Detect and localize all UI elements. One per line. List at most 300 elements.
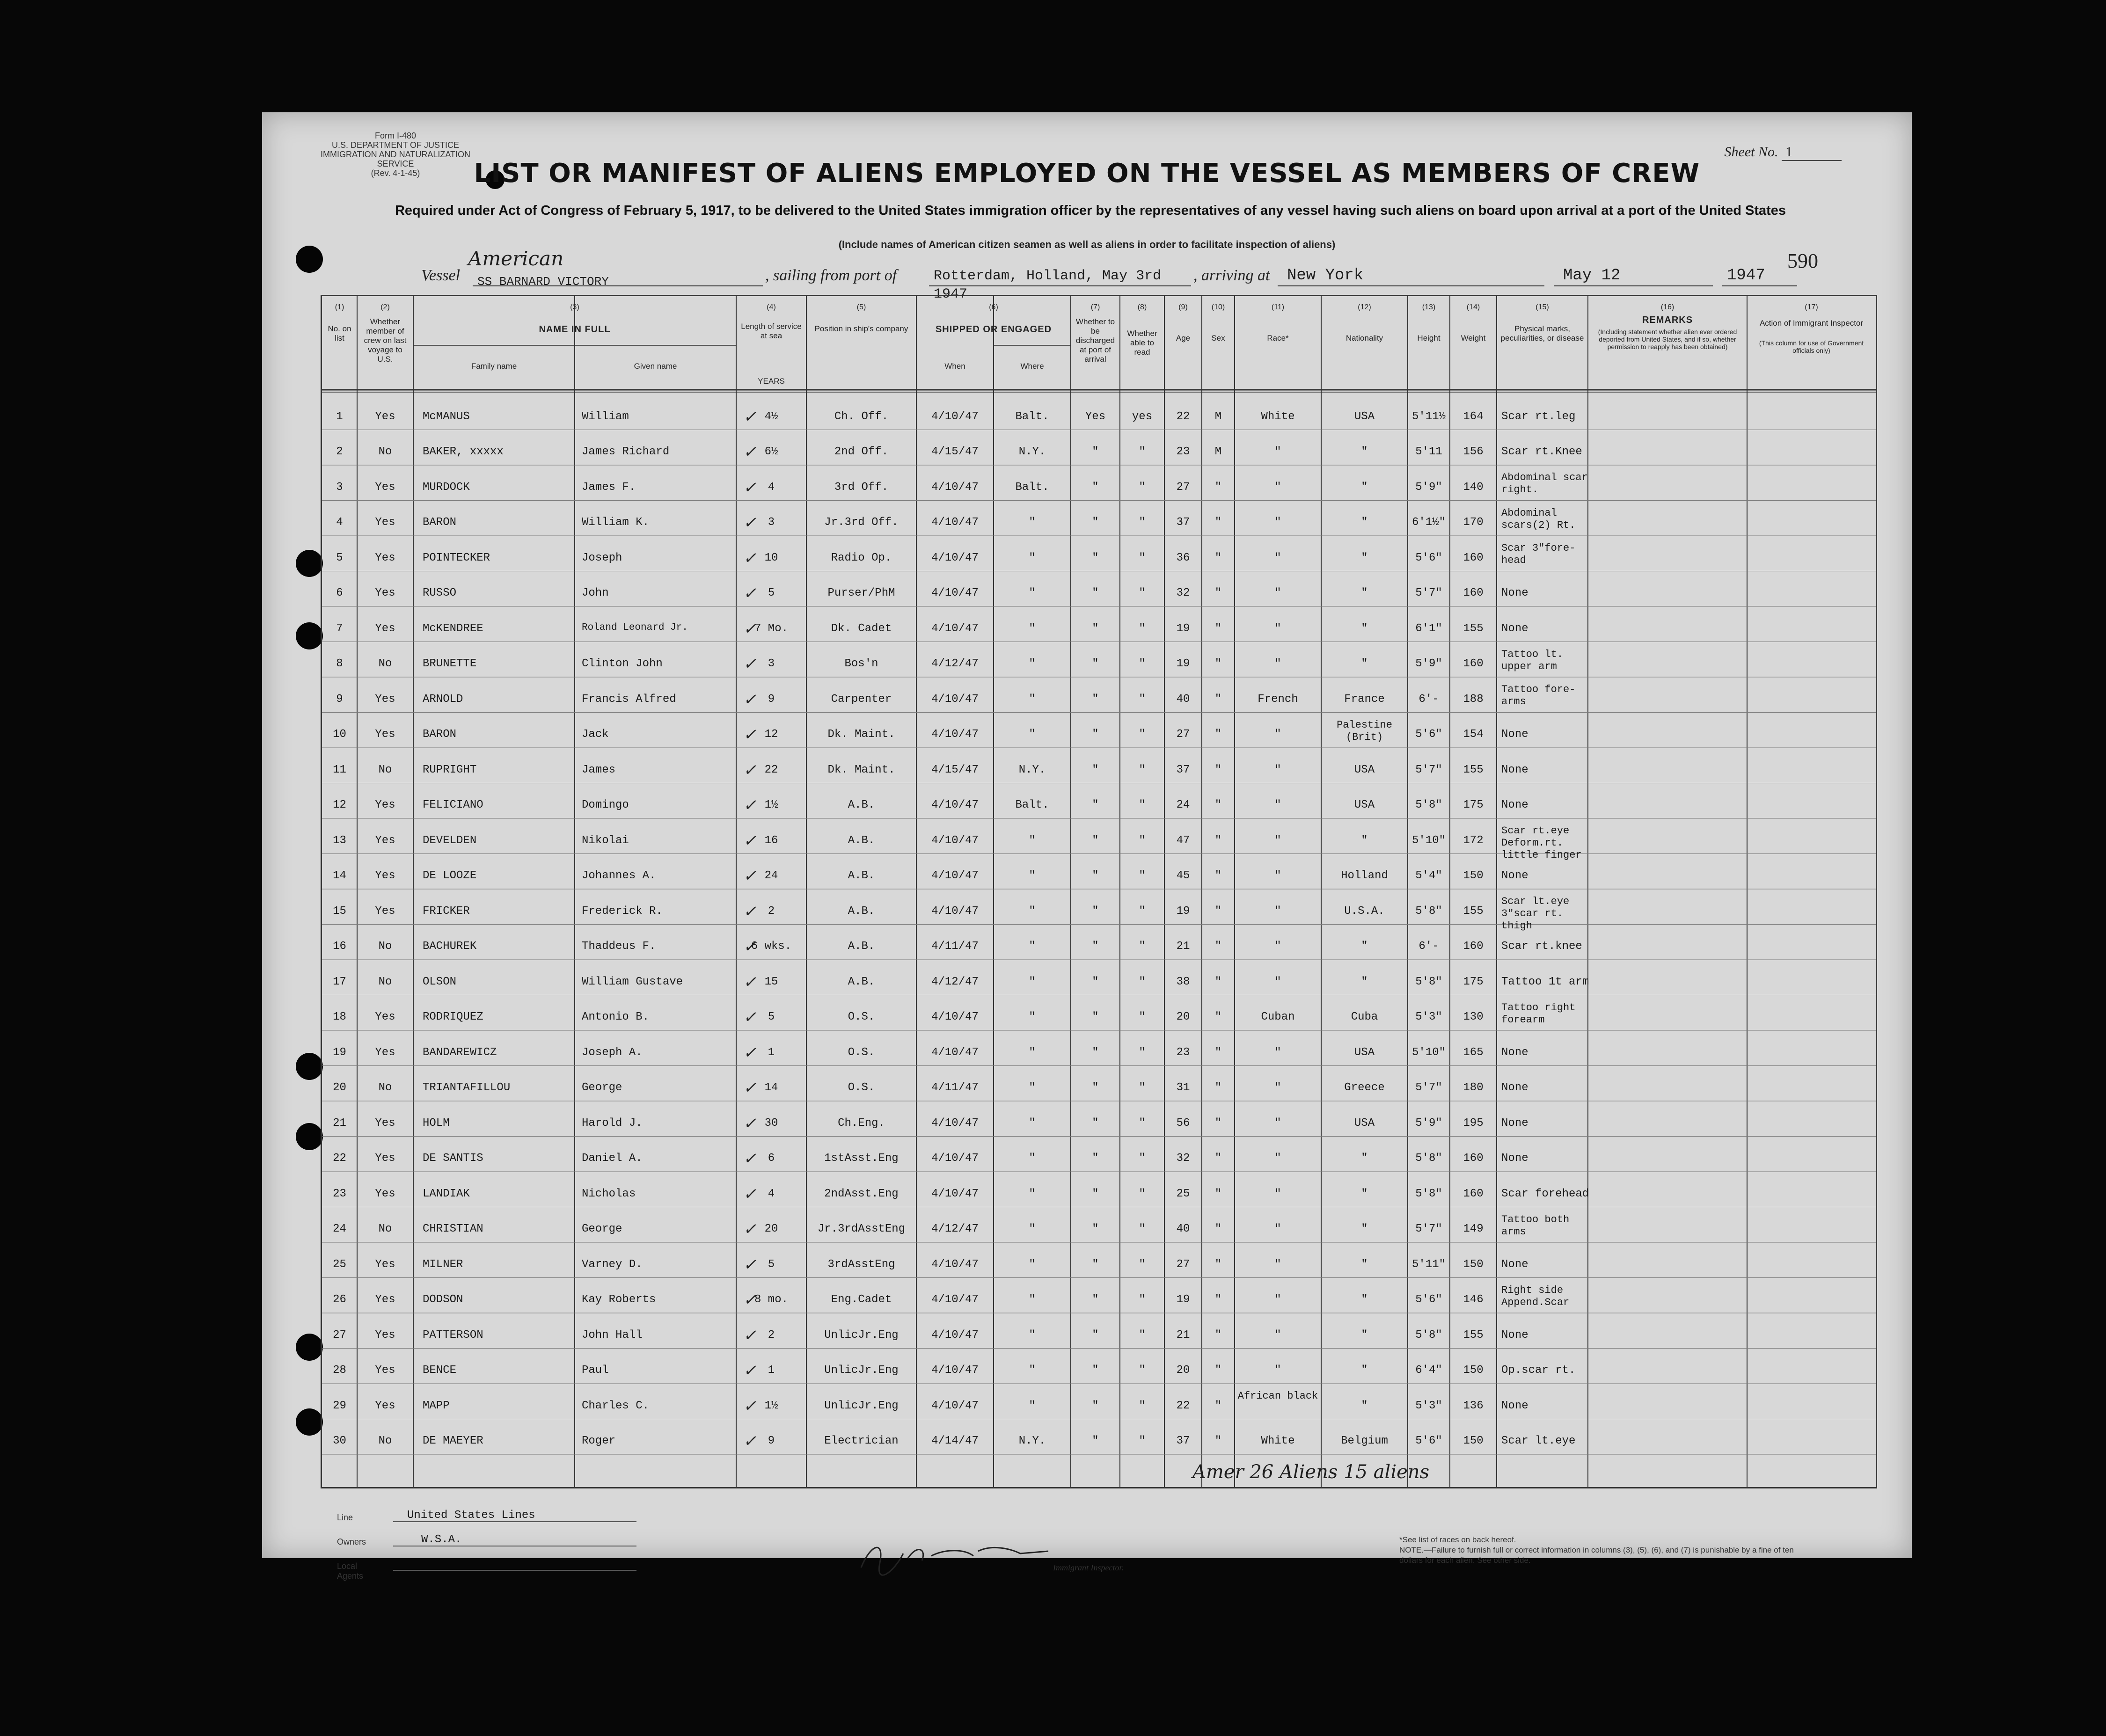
- member-last-voyage: Yes: [375, 551, 395, 564]
- height: 5'8": [1415, 799, 1442, 811]
- shipped-when: 4/10/47: [931, 1293, 979, 1306]
- race: ": [1274, 975, 1281, 988]
- length-of-service: 9: [768, 1435, 775, 1447]
- length-of-service: 7 Mo.: [754, 622, 788, 635]
- discharged: ": [1092, 975, 1099, 988]
- shipped-where: ": [1029, 657, 1036, 670]
- check-mark-icon: ✓: [743, 1326, 757, 1345]
- given-name: Johannes A.: [582, 869, 656, 882]
- given-name: Roger: [582, 1435, 616, 1447]
- member-last-voyage: Yes: [375, 1011, 395, 1023]
- race: French: [1258, 693, 1298, 706]
- member-last-voyage: Yes: [375, 516, 395, 529]
- row-number: 22: [333, 1152, 346, 1165]
- age: 19: [1176, 657, 1190, 670]
- discharged: ": [1092, 657, 1099, 670]
- able-to-read: ": [1139, 1223, 1146, 1235]
- position: Dk. Cadet: [831, 622, 892, 635]
- physical-marks: None: [1501, 1081, 1528, 1094]
- able-read-header: Whether able to read: [1127, 329, 1157, 357]
- vessel-name: SS BARNARD VICTORY: [477, 275, 609, 289]
- check-mark-icon: ✓: [743, 1184, 757, 1204]
- row-number: 27: [333, 1328, 346, 1342]
- check-mark-icon: ✓: [743, 1291, 757, 1309]
- row-number: 6: [336, 587, 343, 599]
- row-number: 1: [336, 410, 343, 423]
- row-number: 19: [333, 1046, 346, 1059]
- sex: ": [1214, 1011, 1222, 1023]
- age: 27: [1176, 1258, 1190, 1271]
- punch-hole: [296, 550, 323, 577]
- family-name-header: Family name: [471, 362, 517, 371]
- family-name: BAKER, xxxxx: [423, 445, 504, 458]
- column-number: (13): [1422, 303, 1436, 311]
- punch-hole: [296, 1053, 323, 1080]
- physical-marks: None: [1501, 1046, 1528, 1059]
- weight: 155: [1463, 904, 1484, 918]
- weight: 140: [1463, 481, 1484, 494]
- height: 5'10": [1411, 834, 1446, 847]
- weight: 180: [1463, 1081, 1484, 1094]
- family-name: CHRISTIAN: [423, 1223, 483, 1235]
- race: ": [1274, 657, 1281, 670]
- weight: 136: [1463, 1399, 1484, 1412]
- check-mark-icon: ✓: [743, 1079, 757, 1097]
- shipped-when: 4/10/47: [931, 551, 979, 564]
- row-number: 29: [333, 1399, 346, 1412]
- race: ": [1274, 1364, 1281, 1377]
- check-mark-icon: ✓: [743, 1114, 757, 1133]
- length-of-service: 12: [764, 728, 778, 741]
- row-number: 10: [333, 728, 346, 741]
- age: 45: [1176, 869, 1190, 882]
- position: Bos'n: [844, 657, 878, 670]
- position: A.B.: [848, 940, 875, 953]
- given-name: Frederick R.: [582, 904, 663, 918]
- check-mark-icon: ✓: [743, 831, 757, 850]
- row-number: 8: [336, 657, 343, 670]
- race: ": [1274, 1046, 1281, 1059]
- sex: ": [1214, 1258, 1222, 1271]
- height: 5'8": [1415, 904, 1442, 918]
- sex: ": [1214, 904, 1222, 918]
- race: ": [1274, 728, 1281, 741]
- sex: ": [1214, 1435, 1222, 1447]
- position: Carpenter: [831, 693, 892, 706]
- footer-notes: [1399, 1535, 1811, 1566]
- height: 5'8": [1415, 1328, 1442, 1342]
- discharged: ": [1092, 1187, 1099, 1200]
- discharged: ": [1092, 1116, 1099, 1130]
- discharged: ": [1092, 869, 1099, 882]
- discharged: ": [1092, 1258, 1099, 1271]
- shipped-where: N.Y.: [1018, 1435, 1046, 1447]
- sex: ": [1214, 763, 1222, 776]
- row-number: 30: [333, 1435, 346, 1447]
- physical-marks: None: [1501, 1328, 1528, 1342]
- length-of-service: 2: [768, 1328, 775, 1342]
- shipped-when: 4/14/47: [931, 1435, 979, 1447]
- member-last-voyage: No: [378, 657, 392, 670]
- discharged: ": [1092, 622, 1099, 635]
- sex: M: [1214, 410, 1222, 423]
- races-note: *See list of races on back hereof.: [1399, 1535, 1516, 1544]
- position: 1stAsst.Eng: [824, 1152, 899, 1165]
- check-mark-icon: ✓: [743, 478, 757, 497]
- no-on-list-header: No. on list: [328, 324, 351, 343]
- able-to-read: ": [1139, 1116, 1146, 1130]
- race: ": [1274, 587, 1281, 599]
- able-to-read: ": [1139, 975, 1146, 988]
- column-number: (2): [380, 303, 390, 311]
- sex: ": [1214, 551, 1222, 564]
- weight: 150: [1463, 1258, 1484, 1271]
- position: Eng.Cadet: [831, 1293, 892, 1306]
- age: 37: [1176, 1435, 1190, 1447]
- years-header: YEARS: [758, 377, 785, 386]
- member-last-voyage: No: [378, 1435, 392, 1447]
- age: 47: [1176, 834, 1190, 847]
- shipped-when: 4/10/47: [931, 904, 979, 918]
- length-of-service: 3: [768, 657, 775, 670]
- able-to-read: ": [1139, 551, 1146, 564]
- nationality: ": [1361, 1328, 1368, 1342]
- sex: ": [1214, 1364, 1222, 1377]
- family-name: HOLM: [423, 1116, 450, 1130]
- nationality: ": [1361, 1223, 1368, 1235]
- sex: ": [1214, 1223, 1222, 1235]
- date-field: [1554, 267, 1713, 286]
- sex: ": [1214, 1293, 1222, 1306]
- physical-marks: Right side Append.Scar: [1501, 1284, 1570, 1308]
- discharged: ": [1092, 1399, 1099, 1412]
- shipped-where: ": [1029, 1293, 1036, 1306]
- given-name: James Richard: [582, 445, 670, 458]
- sex: ": [1214, 1152, 1222, 1165]
- able-to-read: ": [1139, 516, 1146, 529]
- weight-header: Weight: [1461, 334, 1486, 343]
- physical-marks: Scar lt.eye 3"scar rt. thigh: [1501, 896, 1570, 932]
- physical-marks: Op.scar rt.: [1501, 1364, 1576, 1377]
- height-header: Height: [1417, 334, 1441, 343]
- family-name: McMANUS: [423, 410, 470, 423]
- height: 5'4": [1415, 869, 1442, 882]
- shipped-where: ": [1029, 1328, 1036, 1342]
- row-number: 17: [333, 975, 346, 988]
- nationality-header: Nationality: [1346, 334, 1383, 343]
- action-note: (This column for use of Government officials only): [1759, 339, 1864, 354]
- member-last-voyage: Yes: [375, 1187, 395, 1200]
- length-of-service: 1½: [764, 1399, 778, 1412]
- member-last-voyage: Yes: [375, 728, 395, 741]
- member-last-voyage-header: Whether member of crew on last voyage to U.S.: [364, 317, 407, 364]
- length-of-service: 9: [768, 693, 775, 706]
- physical-marks: None: [1501, 1116, 1528, 1130]
- position: O.S.: [848, 1046, 875, 1059]
- member-last-voyage: Yes: [375, 1152, 395, 1165]
- sex: ": [1214, 1328, 1222, 1342]
- discharged-header: Whether to be discharged at port of arrival: [1075, 317, 1115, 364]
- line-label: Line: [337, 1513, 353, 1522]
- sex: ": [1214, 1046, 1222, 1059]
- port-to: New York: [1287, 267, 1364, 284]
- discharged: ": [1092, 1152, 1099, 1165]
- family-name: RUPRIGHT: [423, 763, 477, 776]
- column-number: (16): [1660, 303, 1675, 311]
- physical-marks: None: [1501, 1152, 1528, 1165]
- check-mark-icon: ✓: [743, 725, 757, 744]
- shipped-when: 4/11/47: [931, 940, 979, 953]
- family-name: BENCE: [423, 1364, 457, 1377]
- nationality: ": [1361, 551, 1368, 564]
- nationality: Palestine (Brit): [1337, 719, 1392, 743]
- age: 19: [1176, 1293, 1190, 1306]
- nationality: France: [1344, 693, 1385, 706]
- discharged: ": [1092, 834, 1099, 847]
- sex: ": [1214, 693, 1222, 706]
- shipped-where: ": [1029, 1399, 1036, 1412]
- handwritten-total: Amer 26 Aliens 15 aliens: [1192, 1461, 1430, 1483]
- position: 2nd Off.: [834, 445, 889, 458]
- able-to-read: ": [1139, 763, 1146, 776]
- shipped-when: 4/10/47: [931, 834, 979, 847]
- length-of-service: 1: [768, 1046, 775, 1059]
- member-last-voyage: Yes: [375, 410, 395, 423]
- sex: ": [1214, 975, 1222, 988]
- physical-marks: Tattoo lt. upper arm: [1501, 648, 1564, 672]
- vessel-line: [421, 267, 1825, 302]
- discharged: ": [1092, 904, 1099, 918]
- shipped-where: ": [1029, 1011, 1036, 1023]
- shipped-when: 4/12/47: [931, 1223, 979, 1235]
- able-to-read: ": [1139, 904, 1146, 918]
- length-of-service: 4: [768, 481, 775, 494]
- given-name: Thaddeus F.: [582, 940, 656, 953]
- race: ": [1274, 1223, 1281, 1235]
- physical-marks: None: [1501, 1399, 1528, 1412]
- race: ": [1274, 869, 1281, 882]
- able-to-read: ": [1139, 1364, 1146, 1377]
- length-of-service: 20: [764, 1223, 778, 1235]
- family-name: DE SANTIS: [423, 1152, 483, 1165]
- discharged: ": [1092, 693, 1099, 706]
- sex-header: Sex: [1211, 334, 1225, 343]
- able-to-read: ": [1139, 1258, 1146, 1271]
- height: 5'8": [1415, 975, 1442, 988]
- weight: 160: [1463, 1187, 1484, 1200]
- row-number: 20: [333, 1081, 346, 1094]
- nationality: ": [1361, 834, 1368, 847]
- family-name: MAPP: [423, 1399, 450, 1412]
- family-name: FELICIANO: [423, 799, 483, 811]
- age: 31: [1176, 1081, 1190, 1094]
- height: 5'9": [1415, 481, 1442, 494]
- physical-header: Physical marks, peculiarities, or disease: [1500, 324, 1584, 343]
- given-name: William K.: [582, 516, 650, 529]
- punch-hole: [296, 622, 323, 649]
- physical-marks: Scar lt.eye: [1501, 1435, 1576, 1447]
- row-number: 9: [336, 693, 343, 706]
- given-name: Nikolai: [582, 834, 629, 847]
- age: 38: [1176, 975, 1190, 988]
- weight: 160: [1463, 551, 1484, 564]
- sailing-label: , sailing from port of: [765, 267, 897, 284]
- length-of-service: 15: [764, 975, 778, 988]
- check-mark-icon: ✓: [743, 1220, 757, 1239]
- discharged: Yes: [1085, 410, 1106, 423]
- family-name: BRUNETTE: [423, 657, 477, 670]
- physical-marks: Tattoo 1t arm: [1501, 975, 1589, 988]
- weight: 172: [1463, 834, 1484, 847]
- column-number: (12): [1358, 303, 1371, 311]
- weight: 155: [1463, 622, 1484, 635]
- age-header: Age: [1176, 334, 1191, 343]
- member-last-voyage: No: [378, 940, 392, 953]
- height: 6'1": [1415, 622, 1442, 635]
- given-name-header: Given name: [634, 362, 677, 371]
- nationality: USA: [1354, 1116, 1375, 1130]
- weight: 160: [1463, 940, 1484, 953]
- physical-marks: None: [1501, 622, 1528, 635]
- row-number: 15: [333, 904, 346, 918]
- row-number: 5: [336, 551, 343, 564]
- line-value: United States Lines: [407, 1509, 535, 1522]
- given-name: Paul: [582, 1364, 609, 1377]
- sex: ": [1214, 799, 1222, 811]
- able-to-read: ": [1139, 1187, 1146, 1200]
- race: ": [1274, 1293, 1281, 1306]
- height: 5'6": [1415, 1293, 1442, 1306]
- physical-marks: Tattoo fore-arms: [1501, 684, 1576, 708]
- race: African black: [1237, 1390, 1318, 1402]
- inspector-label: Immigrant Inspector.: [1053, 1563, 1124, 1572]
- shipped-when: 4/10/47: [931, 1152, 979, 1165]
- physical-marks: None: [1501, 763, 1528, 776]
- discharged: ": [1092, 940, 1099, 953]
- given-name: Jack: [582, 728, 609, 741]
- height: 6'-: [1419, 940, 1439, 953]
- family-name: ARNOLD: [423, 693, 463, 706]
- check-mark-icon: ✓: [743, 513, 757, 532]
- able-to-read: ": [1139, 834, 1146, 847]
- able-to-read: ": [1139, 1152, 1146, 1165]
- weight: 164: [1463, 410, 1484, 423]
- position: Dk. Maint.: [827, 763, 895, 776]
- shipped-where: N.Y.: [1018, 445, 1046, 458]
- race: ": [1274, 763, 1281, 776]
- member-last-voyage: Yes: [375, 869, 395, 882]
- nationality: ": [1361, 516, 1368, 529]
- check-mark-icon: ✓: [743, 972, 757, 992]
- column-number: (1): [335, 303, 344, 311]
- member-last-voyage: Yes: [375, 622, 395, 635]
- row-number: 18: [333, 1011, 346, 1023]
- length-of-service: 5: [768, 1258, 775, 1271]
- age: 22: [1176, 1399, 1190, 1412]
- race: ": [1274, 1328, 1281, 1342]
- weight: 149: [1463, 1223, 1484, 1235]
- race: ": [1274, 1187, 1281, 1200]
- length-of-service: 6½: [764, 445, 778, 458]
- weight: 150: [1463, 869, 1484, 882]
- check-mark-icon: ✓: [743, 1432, 757, 1451]
- discharged: ": [1092, 1293, 1099, 1306]
- shipped-when: 4/10/47: [931, 410, 979, 423]
- age: 40: [1176, 1223, 1190, 1235]
- race: White: [1261, 410, 1295, 423]
- length-of-service: 3: [768, 516, 775, 529]
- height: 5'9": [1415, 657, 1442, 670]
- family-name: MURDOCK: [423, 481, 470, 494]
- row-number: 21: [333, 1116, 346, 1130]
- age: 19: [1176, 622, 1190, 635]
- length-of-service: 5: [768, 1011, 775, 1023]
- age: 37: [1176, 516, 1190, 529]
- discharged: ": [1092, 1364, 1099, 1377]
- given-name: William: [582, 410, 629, 423]
- manifest-sheet: [262, 112, 1912, 1581]
- sex: M: [1214, 445, 1222, 458]
- given-name: Varney D.: [582, 1258, 643, 1271]
- member-last-voyage: Yes: [375, 799, 395, 811]
- manifest-number: 590: [1787, 249, 1818, 272]
- race: Cuban: [1261, 1011, 1295, 1023]
- check-mark-icon: ✓: [743, 1149, 757, 1168]
- sex: ": [1214, 657, 1222, 670]
- given-name: Joseph A.: [582, 1046, 643, 1059]
- given-name: Francis Alfred: [582, 693, 676, 706]
- member-last-voyage: No: [378, 763, 392, 776]
- weight: 155: [1463, 763, 1484, 776]
- age: 23: [1176, 1046, 1190, 1059]
- shipped-where: ": [1029, 1258, 1036, 1271]
- shipped-when: 4/10/47: [931, 516, 979, 529]
- member-last-voyage: Yes: [375, 1399, 395, 1412]
- shipped-where: ": [1029, 940, 1036, 953]
- physical-marks: None: [1501, 869, 1528, 882]
- row-number: 13: [333, 834, 346, 847]
- member-last-voyage: Yes: [375, 834, 395, 847]
- check-mark-icon: ✓: [743, 655, 757, 673]
- able-to-read: ": [1139, 1435, 1146, 1447]
- shipped-when: 4/10/47: [931, 1364, 979, 1377]
- position: 3rdAsstEng: [827, 1258, 895, 1271]
- weight: 156: [1463, 445, 1484, 458]
- sex: ": [1214, 869, 1222, 882]
- family-name: BANDAREWICZ: [423, 1046, 497, 1059]
- height: 5'7": [1415, 587, 1442, 599]
- column-number: (3): [570, 303, 579, 311]
- given-name: Domingo: [582, 799, 629, 811]
- nationality: USA: [1354, 799, 1375, 811]
- shipped-where: ": [1029, 975, 1036, 988]
- shipped-where: N.Y.: [1018, 763, 1046, 776]
- check-mark-icon: ✓: [743, 619, 757, 638]
- given-name: Clinton John: [582, 657, 663, 670]
- discharged: ": [1092, 516, 1099, 529]
- position: A.B.: [848, 834, 875, 847]
- height: 5'3": [1415, 1011, 1442, 1023]
- row-number: 2: [336, 445, 343, 458]
- length-of-service: 30: [764, 1116, 778, 1130]
- family-name: BARON: [423, 516, 457, 529]
- height: 5'11½: [1411, 410, 1446, 423]
- shipped-when: 4/10/47: [931, 1399, 979, 1412]
- able-to-read: ": [1139, 799, 1146, 811]
- race: ": [1274, 799, 1281, 811]
- shipped-when: 4/12/47: [931, 657, 979, 670]
- arriving-label: , arriving at: [1193, 267, 1270, 284]
